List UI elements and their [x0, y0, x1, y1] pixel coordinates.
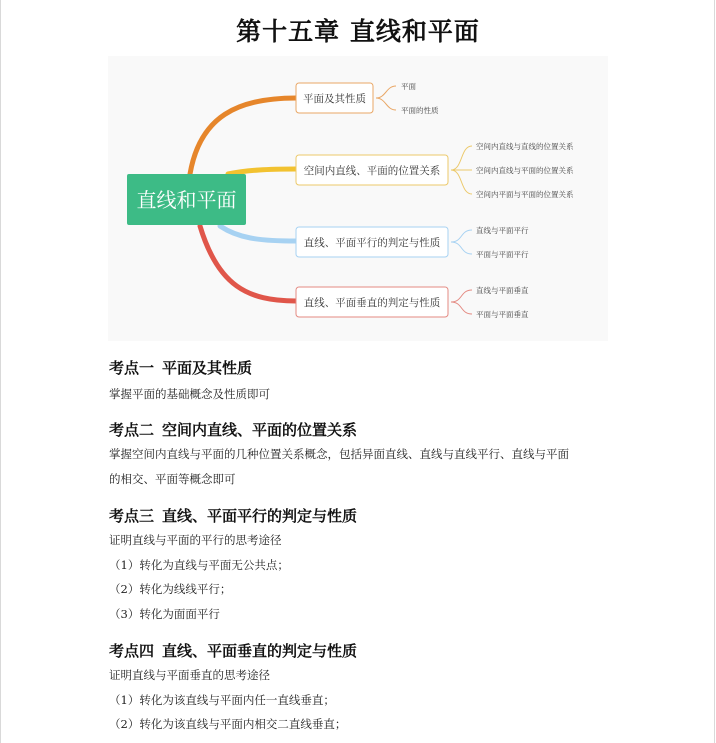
- leaf-connector-2-1: [451, 146, 472, 170]
- leaf-connector-3-2: [451, 242, 472, 254]
- leaf-label-1-1: 平面: [401, 82, 416, 91]
- branch-connector-1: [190, 98, 296, 174]
- section-1-title: 平面及其性质: [162, 359, 253, 377]
- leaf-label-4-1: 直线与平面垂直: [476, 286, 529, 295]
- leaf-label-2-1: 空间内直线与直线的位置关系: [476, 142, 574, 151]
- section-1: [109, 358, 629, 407]
- root-node-label: 直线和平面: [136, 188, 237, 212]
- chapter-title: 第十五章 直线和平面: [236, 17, 480, 46]
- section-4-line-2: （1）转化为该直线与平面内任一直线垂直；: [109, 692, 335, 707]
- branch-label-4: 直线、平面垂直的判定与性质: [303, 297, 441, 309]
- section-3-number: 考点三: [109, 507, 155, 525]
- leaf-connector-4-1: [451, 290, 472, 302]
- section-4-number: 考点四: [109, 642, 155, 660]
- branch-label-2: 空间内直线、平面的位置关系: [303, 165, 441, 177]
- section-3-title: 直线、平面平行的判定与性质: [162, 507, 358, 525]
- branch-connector-3: [220, 226, 296, 241]
- section-4-title: 直线、平面垂直的判定与性质: [162, 642, 358, 660]
- leaf-label-2-2: 空间内直线与平面的位置关系: [476, 166, 574, 175]
- section-1-number: 考点一: [109, 359, 155, 377]
- section-3-line-3: （2）转化为线线平行；: [109, 582, 232, 596]
- branch-connector-2: [228, 169, 296, 174]
- leaf-connector-1-1: [376, 86, 396, 98]
- leaf-connector-4-2: [451, 302, 472, 314]
- branch-label-3: 直线、平面平行的判定与性质: [303, 237, 441, 249]
- section-2-line-1: 掌握空间内直线与平面的几种位置关系概念，包括异面直线、直线与直线平行、直线与平面: [109, 447, 569, 461]
- leaf-label-4-2: 平面与平面垂直: [476, 310, 529, 319]
- mind-map: [108, 56, 608, 341]
- branch-label-1: 平面及其性质: [303, 93, 366, 105]
- section-2: [109, 420, 629, 491]
- leaf-label-3-1: 直线与平面平行: [476, 226, 529, 235]
- section-2-number: 考点二: [109, 421, 155, 439]
- section-4: [109, 641, 629, 737]
- section-1-heading: [109, 358, 629, 378]
- leaf-connector-3-1: [451, 230, 472, 242]
- section-3: [109, 506, 629, 626]
- section-4-line-1: 证明直线与平面垂直的思考途径: [109, 668, 270, 682]
- leaf-connector-2-3: [451, 170, 472, 194]
- section-3-heading: [109, 506, 629, 526]
- section-3-line-1: 证明直线与平面的平行的思考途径: [109, 533, 282, 547]
- leaf-label-2-3: 空间内平面与平面的位置关系: [476, 190, 574, 199]
- leaf-connector-1-2: [376, 98, 396, 110]
- section-3-line-2: （1）转化为直线与平面无公共点；: [109, 557, 289, 572]
- section-2-line-2: 的相交、平面等概念即可: [109, 471, 236, 486]
- section-1-line-1: 掌握平面的基础概念及性质即可: [109, 387, 270, 401]
- section-4-line-3: （2）转化为该直线与平面内相交二直线垂直；: [109, 717, 347, 731]
- section-2-title: 空间内直线、平面的位置关系: [162, 421, 358, 439]
- section-2-heading: [109, 420, 629, 440]
- leaf-label-3-2: 平面与平面平行: [476, 250, 529, 259]
- leaf-label-1-2: 平面的性质: [401, 106, 439, 115]
- mind-map-svg: [108, 56, 608, 341]
- section-3-line-4: （3）转化为面面平行: [109, 606, 220, 621]
- section-4-heading: [109, 641, 629, 661]
